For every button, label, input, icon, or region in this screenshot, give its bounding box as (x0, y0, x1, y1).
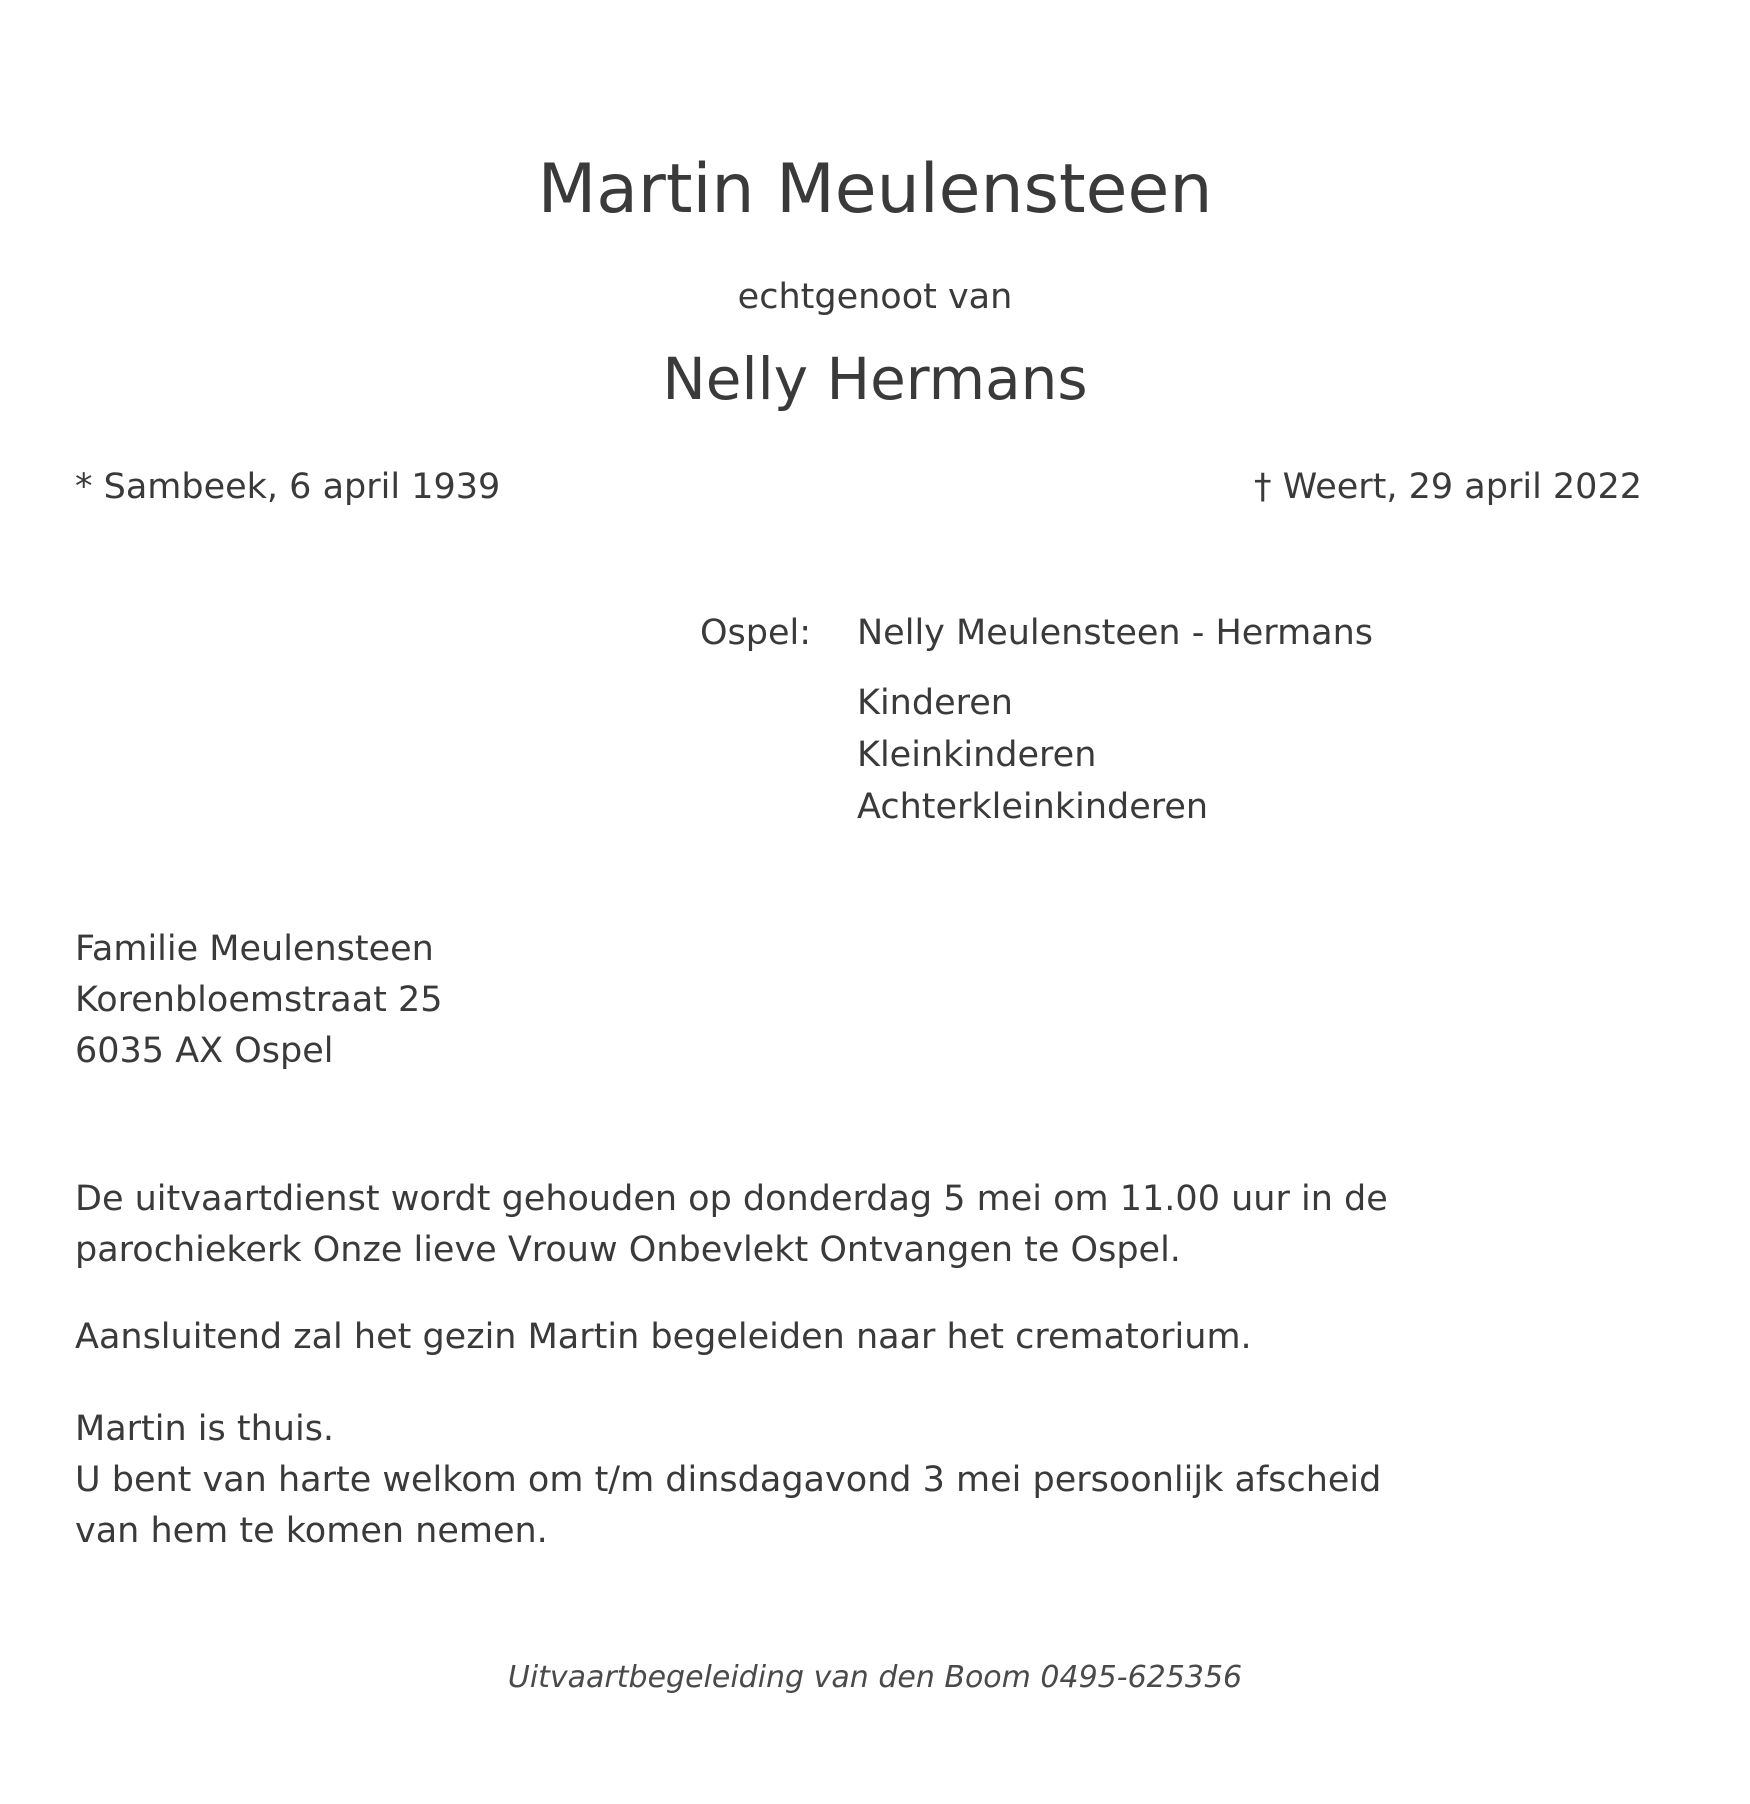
address-street: Korenbloemstraat 25 (75, 980, 443, 1020)
birth-info: * Sambeek, 6 april 1939 (75, 467, 501, 507)
family-list (857, 612, 1373, 838)
spouse-name: Nelly Hermans (662, 345, 1088, 413)
visitation-line-3: van hem te komen nemen. (75, 1511, 548, 1551)
relation-label: echtgenoot van (737, 277, 1013, 317)
residence-label: Ospel: (700, 613, 812, 653)
visitation-line-2: U bent van harte welkom om t/m dinsdagavond 3 mei persoonlijk afscheid (75, 1460, 1382, 1500)
contact-address (75, 924, 443, 1077)
funeral-director-footer: Uitvaartbegeleiding van den Boom 0495-625356 (507, 1660, 1243, 1695)
family-member-spouse: Nelly Meulensteen - Hermans (857, 613, 1374, 653)
service-line-1: De uitvaartdienst wordt gehouden op donderdag 5 mei om 11.00 uur in de (75, 1179, 1388, 1219)
service-line-2: parochiekerk Onze lieve Vrouw Onbevlekt Ontvangen te Ospel. (75, 1230, 1181, 1270)
escort-paragraph (75, 1312, 1575, 1363)
escort-line: Aansluitend zal het gezin Martin begeleiden naar het crematorium. (75, 1317, 1252, 1357)
service-paragraph (75, 1174, 1575, 1276)
family-member-grandchildren: Kleinkinderen (857, 735, 1097, 775)
family-member-great-grandchildren: Achterkleinkinderen (857, 787, 1209, 827)
address-family: Familie Meulensteen (75, 929, 434, 969)
deceased-name: Martin Meulensteen (537, 150, 1213, 229)
address-postal-city: 6035 AX Ospel (75, 1031, 334, 1071)
death-info: † Weert, 29 april 2022 (1254, 467, 1642, 507)
visitation-line-1: Martin is thuis. (75, 1409, 335, 1449)
visitation-paragraph (75, 1404, 1575, 1557)
family-member-children: Kinderen (857, 683, 1013, 723)
